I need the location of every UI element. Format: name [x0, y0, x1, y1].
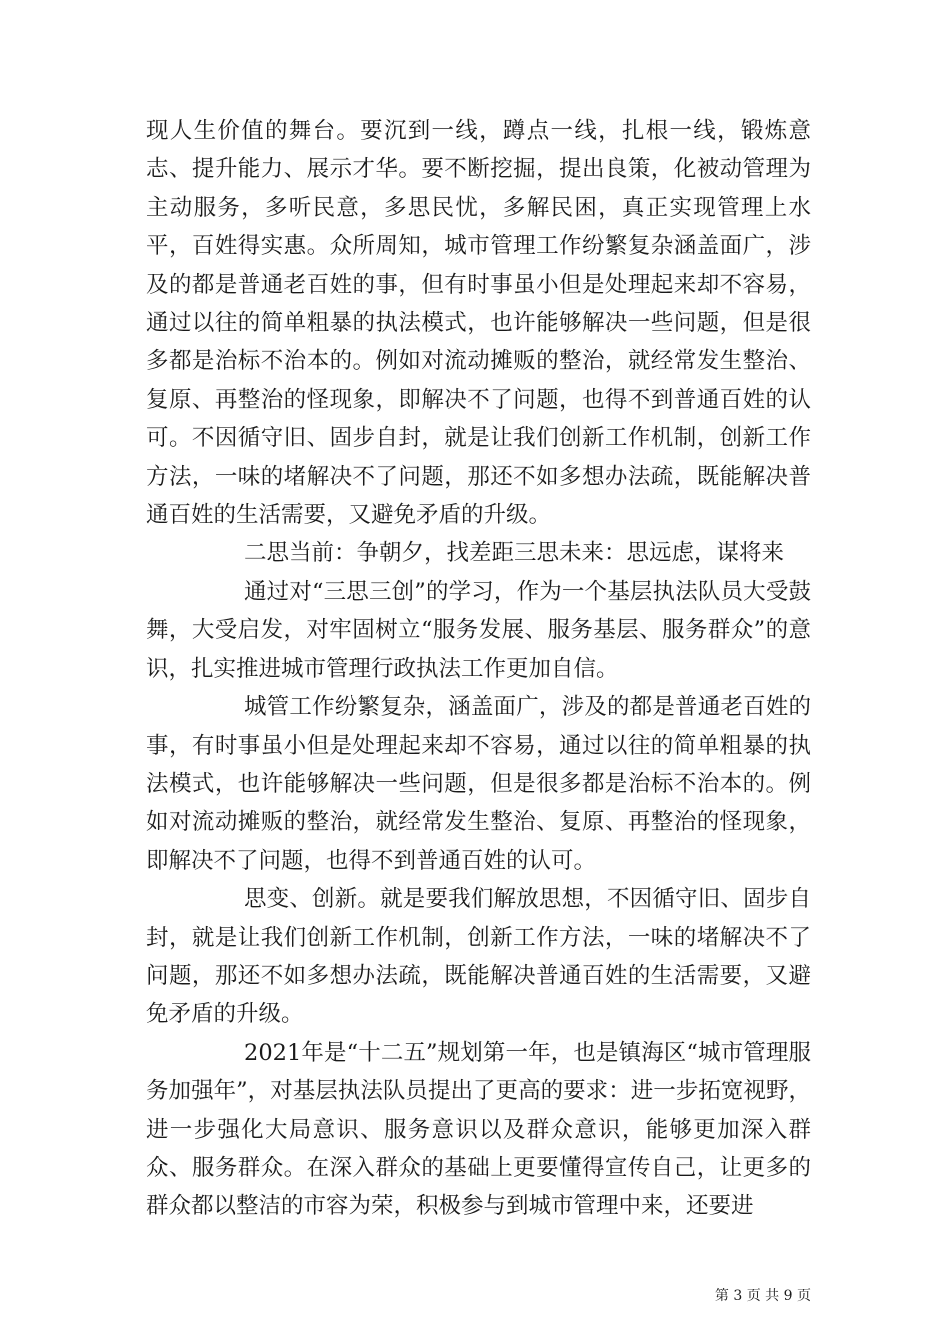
- paragraph-2-heading: 二思当前：争朝夕，找差距三思未来：思远虑，谋将来: [244, 540, 785, 567]
- page-number-footer: 第 3 页 共 9 页: [714, 1288, 811, 1304]
- paragraph-5: 思变、创新。就是要我们解放思想，不因循守旧、固步自封，就是让我们创新工作机制，创新工作方法，一味的堵解决不了问题，那还不如多想办法疏，既能解决普通百姓的生活需要，又避免矛盾的升级。: [146, 886, 811, 1028]
- paragraph-3: 通过对“三思三创”的学习，作为一个基层执法队员大受鼓舞，大受启发，对牢固树立“服务发展、服务基层、服务群众”的意识，扎实推进城市管理行政执法工作更加自信。: [146, 578, 811, 682]
- paragraph-6: 2021年是“十二五”规划第一年，也是镇海区“城市管理服务加强年”，对基层执法队员提出了更高的要求：进一步拓宽视野，进一步强化大局意识、服务意识以及群众意识，能够更加深入群众、服务群众。在深入群众的基础上更要懂得宣传自己，让更多的群众都以整洁的市容为荣，积极参与到城市管理中来，还要进: [146, 1039, 811, 1220]
- paragraph-1: 现人生价值的舞台。要沉到一线，蹲点一线，扎根一线，锻炼意志、提升能力、展示才华。要不断挖掘，提出良策，化被动管理为主动服务，多听民意，多思民忧，多解民困，真正实现管理上水平，百姓得实惠。众所周知，城市管理工作纷繁复杂涵盖面广，涉及的都是普通老百姓的事，但有时事虽小但是处理起来却不容易，通过以往的简单粗暴的执法模式，也许能够解决一些问题，但是很多都是治标不治本的。例如对流动摊贩的整治，就经常发生整治、复原、再整治的怪现象，即解决不了问题，也得不到普通百姓的认可。不因循守旧、固步自封，就是让我们创新工作机制，创新工作方法，一味的堵解决不了问题，那还不如多想办法疏，既能解决普通百姓的生活需要，又避免矛盾的升级。: [146, 118, 811, 529]
- document-body: [146, 112, 811, 1226]
- paragraph-4: 城管工作纷繁复杂，涵盖面广，涉及的都是普通老百姓的事，有时事虽小但是处理起来却不容易，通过以往的简单粗暴的执法模式，也许能够解决一些问题，但是很多都是治标不治本的。例如对流动摊贩的整治，就经常发生整治、复原、再整治的怪现象，即解决不了问题，也得不到普通百姓的认可。: [146, 694, 811, 874]
